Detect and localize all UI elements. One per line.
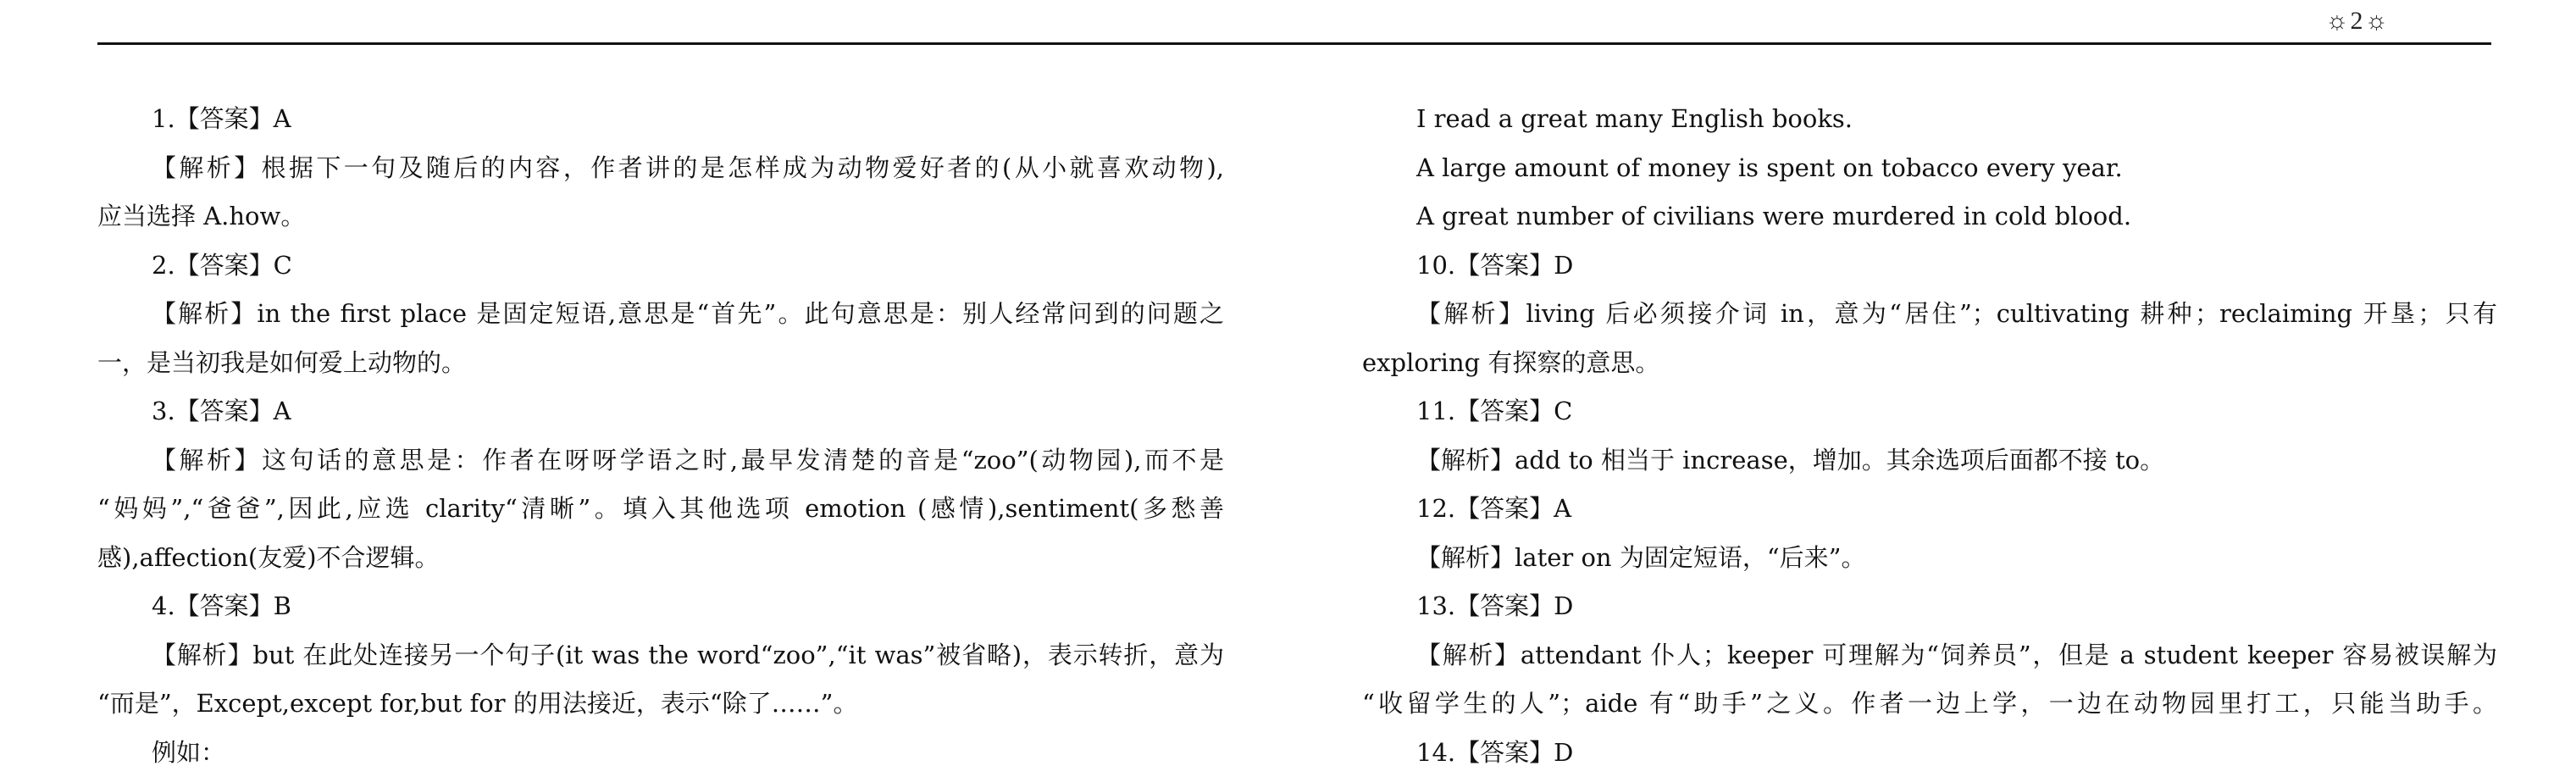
header-rule <box>97 42 2491 45</box>
continuation-line: 一，是当初我是如何爱上动物的。 <box>97 339 1224 388</box>
answer-line: 13.【答案】D <box>1362 582 2497 631</box>
continuation-line: 感),affection(友爱)不合逻辑。 <box>97 534 1224 583</box>
analysis-line: 【解析】attendant 仆人；keeper 可理解为“饲养员”，但是 a student keeper 容易被误解为 <box>1362 631 2497 680</box>
answer-line: 12.【答案】A <box>1362 485 2497 534</box>
answer-line: 2.【答案】C <box>97 241 1224 291</box>
analysis-line: 【解析】living 后必须接介词 in，意为“居住”；cultivating 耕种；reclaiming 开垦；只有 <box>1362 290 2497 339</box>
answer-line: 3.【答案】A <box>97 387 1224 436</box>
example-sentence: I read a great many English books. <box>1362 95 2497 144</box>
example-sentence: A great number of civilians were murdered in cold blood. <box>1362 192 2497 241</box>
page-number: ☼2☼ <box>2325 7 2390 36</box>
continuation-line: 应当选择 A.how。 <box>97 192 1224 241</box>
answer-line: 11.【答案】C <box>1362 387 2497 436</box>
analysis-line: 【解析】add to 相当于 increase，增加。其余选项后面都不接 to。 <box>1362 436 2497 486</box>
analysis-line: 【解析】这句话的意思是：作者在呀呀学语之时,最早发清楚的音是“zoo”(动物园),而不是 <box>97 436 1224 486</box>
answer-line: 例如： <box>97 729 1224 777</box>
answer-line: 10.【答案】D <box>1362 241 2497 291</box>
answer-line: 4.【答案】B <box>97 582 1224 631</box>
continuation-line: “而是”，Except,except for,but for 的用法接近，表示“除了……”。 <box>97 680 1224 729</box>
answer-line: 1.【答案】A <box>97 95 1224 144</box>
example-sentence: A large amount of money is spent on tobacco every year. <box>1362 144 2497 193</box>
continuation-line: “妈妈”,“爸爸”,因此,应选 clarity“清晰”。填入其他选项 emotion (感情),sentiment(多愁善 <box>97 485 1224 534</box>
right-column <box>1362 95 2497 777</box>
analysis-line: 【解析】later on 为固定短语，“后来”。 <box>1362 534 2497 583</box>
continuation-line: “收留学生的人”；aide 有“助手”之义。作者一边上学，一边在动物园里打工，只能当助手。 <box>1362 680 2497 729</box>
analysis-line: 【解析】in the first place 是固定短语,意思是“首先”。此句意思是：别人经常问到的问题之 <box>97 290 1224 339</box>
answer-line: 14.【答案】D <box>1362 729 2497 777</box>
analysis-line: 【解析】but 在此处连接另一个句子(it was the word“zoo”,“it was”被省略)，表示转折，意为 <box>97 631 1224 680</box>
analysis-line: 【解析】根据下一句及随后的内容，作者讲的是怎样成为动物爱好者的(从小就喜欢动物), <box>97 144 1224 193</box>
left-column <box>97 95 1224 777</box>
continuation-line: exploring 有探察的意思。 <box>1362 339 2497 388</box>
